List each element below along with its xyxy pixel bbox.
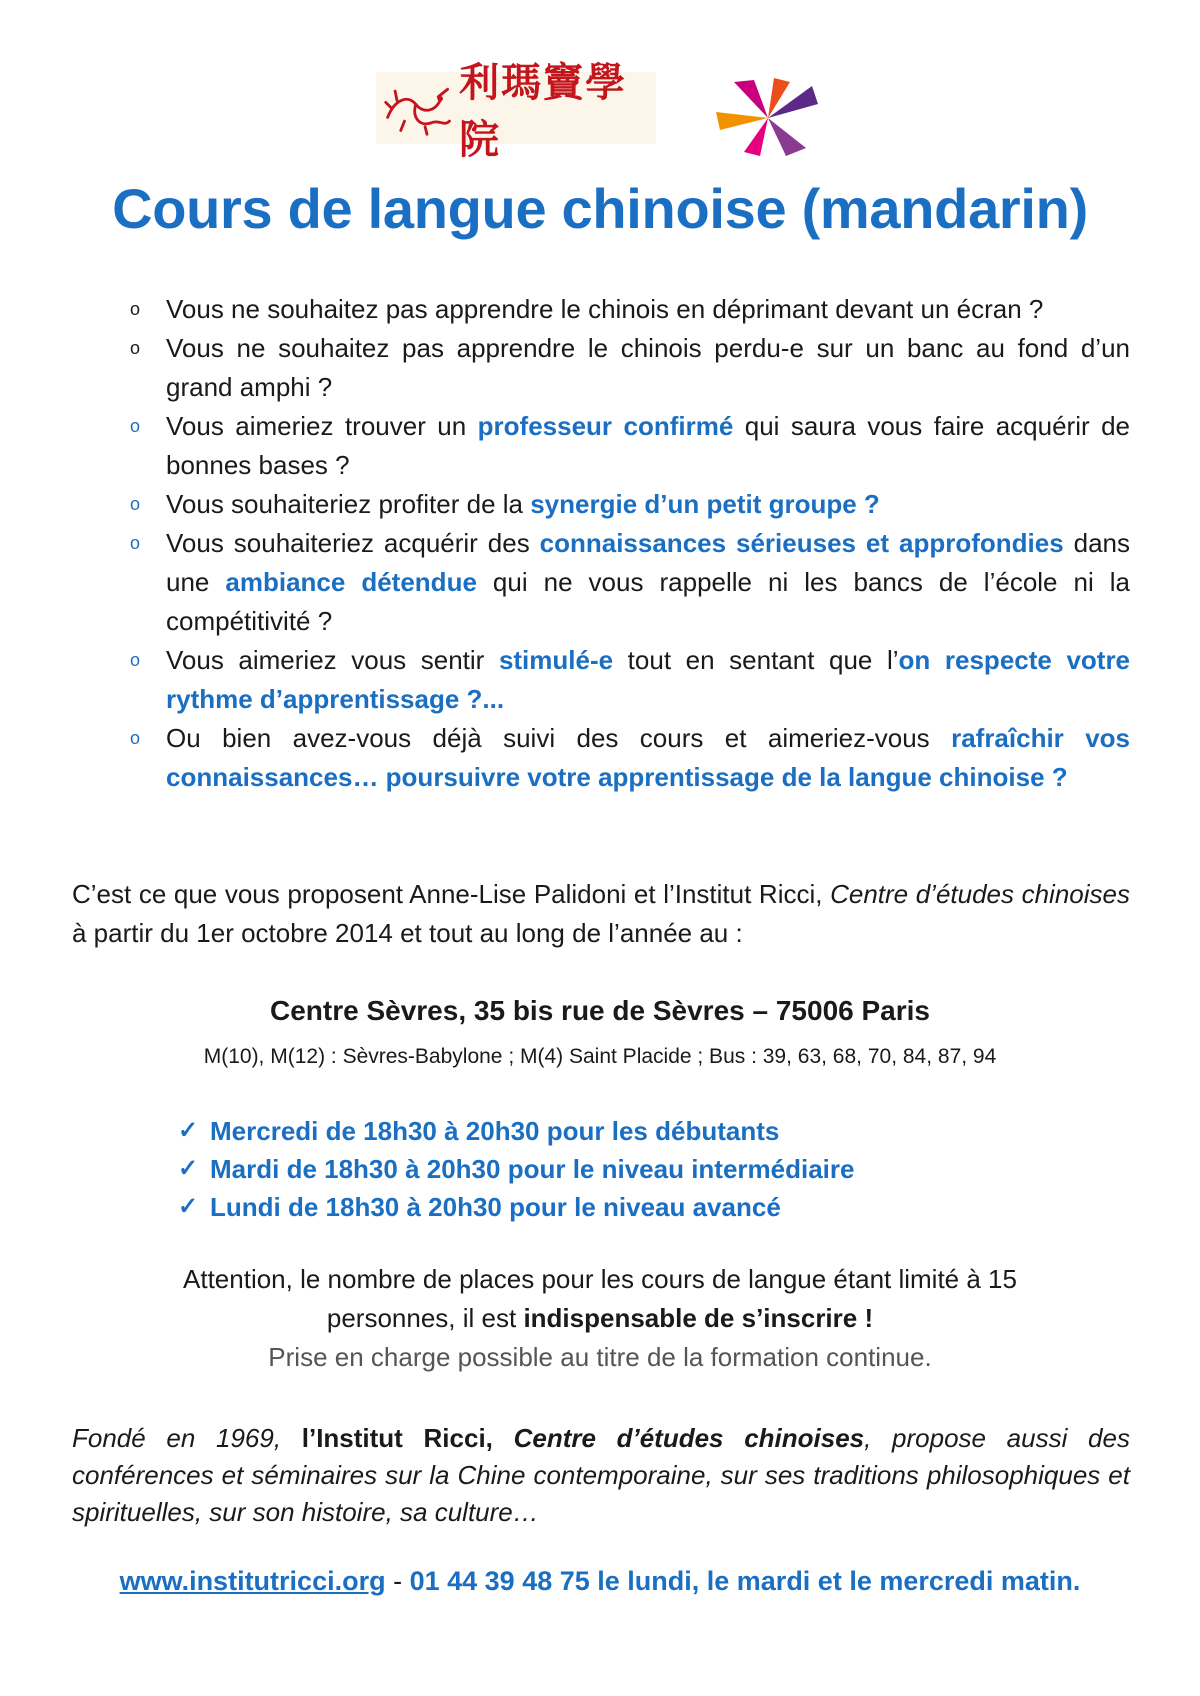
list-item: o Vous ne souhaitez pas apprendre le chinois en déprimant devant un écran ?: [130, 290, 1130, 329]
circle-bullet-icon: o: [130, 299, 141, 319]
intro-paragraph: C’est ce que vous proposent Anne-Lise Palidoni et l’Institut Ricci, Centre d’études chinoises à partir du 1er octobre 2014 et tout au long de l’année au :: [72, 879, 1130, 948]
registration-notice: Attention, le nombre de places pour les cours de langue étant limité à 15 personnes, il est indispensable de s’inscrire ! Prise en charge possible au titre de la formation continue.: [183, 1264, 1017, 1372]
contact-footer: www.institutricci.org - 01 44 39 48 75 le lundi, le mardi et le mercredi matin.: [119, 1566, 1081, 1596]
website-link[interactable]: www.institutricci.org: [119, 1566, 386, 1596]
page-title: Cours de langue chinoise (mandarin): [112, 177, 1088, 240]
logo-row: [0, 59, 1200, 163]
circle-bullet-icon: o: [130, 494, 141, 514]
list-item: o Vous souhaiteriez acquérir des connaissances sérieuses et approfondies dans une ambiance détendue qui ne vous rappelle ni les bancs de l’école ni la compétitivité ?: [130, 524, 1130, 641]
schedule-item: ✓ Lundi de 18h30 à 20h30 pour le niveau avancé: [178, 1188, 854, 1226]
star-logo-icon: [714, 78, 822, 158]
institut-ricci-chinese-name: 利瑪竇學院: [459, 59, 628, 163]
list-item: o Vous aimeriez trouver un professeur confirmé qui saura vous faire acquérir de bonnes bases ?: [130, 407, 1130, 485]
transport-info: M(10), M(12) : Sèvres-Babylone ; M(4) Saint Placide ; Bus : 39, 63, 68, 70, 84, 87, 94: [203, 1045, 997, 1068]
schedule-list: [178, 1112, 854, 1226]
phone-hours: 01 44 39 48 75 le lundi, le mardi et le mercredi matin.: [409, 1566, 1081, 1596]
schedule-item: ✓ Mercredi de 18h30 à 20h30 pour les débutants: [178, 1112, 854, 1150]
schedule-item: ✓ Mardi de 18h30 à 20h30 pour le niveau intermédiaire: [178, 1150, 854, 1188]
question-list: [130, 290, 1130, 797]
list-item: o Vous aimeriez vous sentir stimulé-e tout en sentant que l’on respecte votre rythme d’apprentissage ?...: [130, 641, 1130, 719]
institut-ricci-logo: [376, 59, 656, 163]
list-item: o Vous ne souhaitez pas apprendre le chinois perdu-e sur un banc au fond d’un grand amphi ?: [130, 329, 1130, 407]
dragon-icon: [382, 78, 455, 138]
circle-bullet-icon: o: [130, 650, 141, 670]
checkmark-icon: ✓: [178, 1117, 199, 1144]
venue-address: Centre Sèvres, 35 bis rue de Sèvres – 75006 Paris: [270, 995, 930, 1026]
checkmark-icon: ✓: [178, 1155, 199, 1182]
circle-bullet-icon: o: [130, 416, 141, 436]
circle-bullet-icon: o: [130, 728, 141, 748]
list-item: o Vous souhaiteriez profiter de la synergie d’un petit groupe ?: [130, 485, 1130, 524]
circle-bullet-icon: o: [130, 338, 141, 358]
checkmark-icon: ✓: [178, 1193, 199, 1220]
list-item: o Ou bien avez-vous déjà suivi des cours et aimeriez-vous rafraîchir vos connaissances… poursuivre votre apprentissage de la langue chinoise ?: [130, 719, 1130, 797]
circle-bullet-icon: o: [130, 533, 141, 553]
about-paragraph: Fondé en 1969, l’Institut Ricci, Centre d’études chinoises, propose aussi des conférences et séminaires sur la Chine contemporaine, sur ses traditions philosophiques et spirituelles, sur son histoire, sa culture…: [72, 1423, 1130, 1527]
